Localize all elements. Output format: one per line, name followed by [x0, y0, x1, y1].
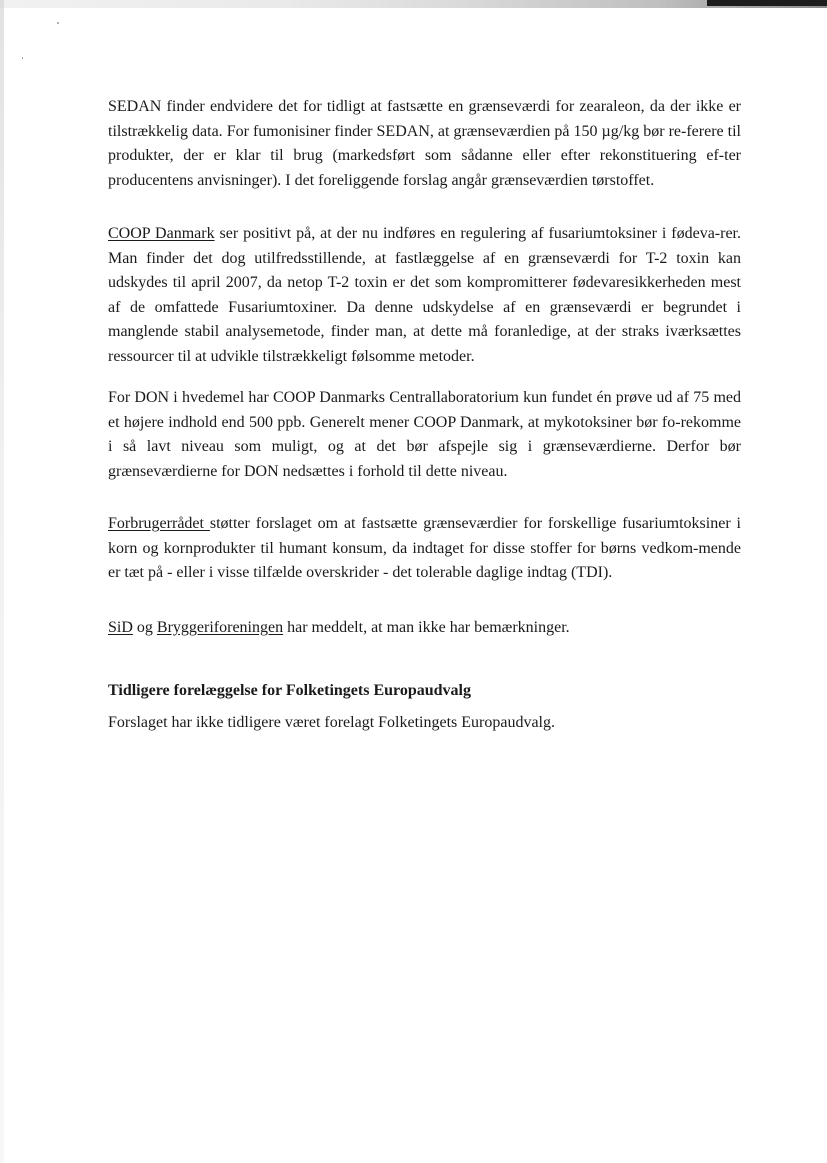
closing-text: Forslaget har ikke tidligere været forelagt Folketingets Europaudvalg. — [108, 714, 555, 731]
scan-edge-top-dark — [707, 0, 827, 6]
paragraph-forbrugerraadet — [108, 512, 741, 586]
coop-danmark-label: COOP Danmark — [108, 225, 215, 242]
paragraph-sid-mid: og — [132, 619, 157, 636]
sid-label: SiD — [108, 619, 133, 636]
paragraph-sid-text: har meddelt, at man ikke har bemærkninger. — [283, 619, 570, 636]
paragraph-sedan — [108, 95, 741, 193]
paragraph-coop — [108, 222, 741, 369]
forbrugerraadet-label: Forbrugerrådet — [108, 515, 210, 532]
scan-edge-left — [0, 0, 4, 1163]
paragraph-don — [108, 386, 741, 484]
paragraph-don-text: For DON i hvedemel har COOP Danmarks Centrallaboratorium kun fundet én prøve ud af 75 med et højere indhold end 500 ppb. Generelt mener COOP Danmark, at mykotoksiner bør fo-rekomme i så lavt niveau som muligt, og at det bør afspejle sig i grænseværdierne. Derfor bør grænseværdierne for DON nedsættes i forhold til dette niveau. — [108, 389, 741, 480]
paragraph-coop-text: ser positivt på, at der nu indføres en regulering af fusariumtoksiner i fødeva-rer. Man finder det dog utilfredsstillende, at fastlæggelse af en grænseværdi for T-2 toxin kan udskydes til april 2007, da netop T-2 toxin er det som kompromitterer fødevaresikkerheden mest af de omfattede Fusariumtoxiner. Da denne udskydelse af en grænseværdi er begrundet i manglende stabil analysemetode, finder man, at dette må foranledige, at der straks iværksættes ressourcer til at udvikle tilstrækkeligt følsomme metoder. — [108, 225, 741, 365]
scan-speck — [57, 22, 59, 24]
bryggeriforeningen-label: Bryggeriforeningen — [156, 619, 284, 636]
paragraph-sid — [108, 616, 741, 641]
paragraph-sedan-text: SEDAN finder endvidere det for tidligt at fastsætte en grænseværdi for zearaleon, da der ikke er tilstrækkelig data. For fumonisiner finder SEDAN, at grænseværdien på 150 µg/kg bør re-ferere til produkter, der er klar til brug (markedsført som sådanne eller efter rekonstituering ef-ter producentens anvisninger). I det foreliggende forslag angår grænseværdien tørstoffet. — [108, 98, 741, 189]
scan-speck — [22, 57, 23, 59]
section-heading: Tidligere forelæggelse for Folketingets Europaudvalg — [108, 682, 471, 699]
scan-edge-top — [0, 0, 827, 8]
closing-paragraph — [108, 711, 741, 736]
paragraph-forbrugerraadet-text: støtter forslaget om at fastsætte grænseværdier for forskellige fusariumtoksiner i korn og kornprodukter til humant konsum, da indtaget for disse stoffer for børns vedkom-mende er tæt på - eller i visse tilfælde overskrider - det tolerable daglige indtag (TDI). — [108, 515, 741, 581]
